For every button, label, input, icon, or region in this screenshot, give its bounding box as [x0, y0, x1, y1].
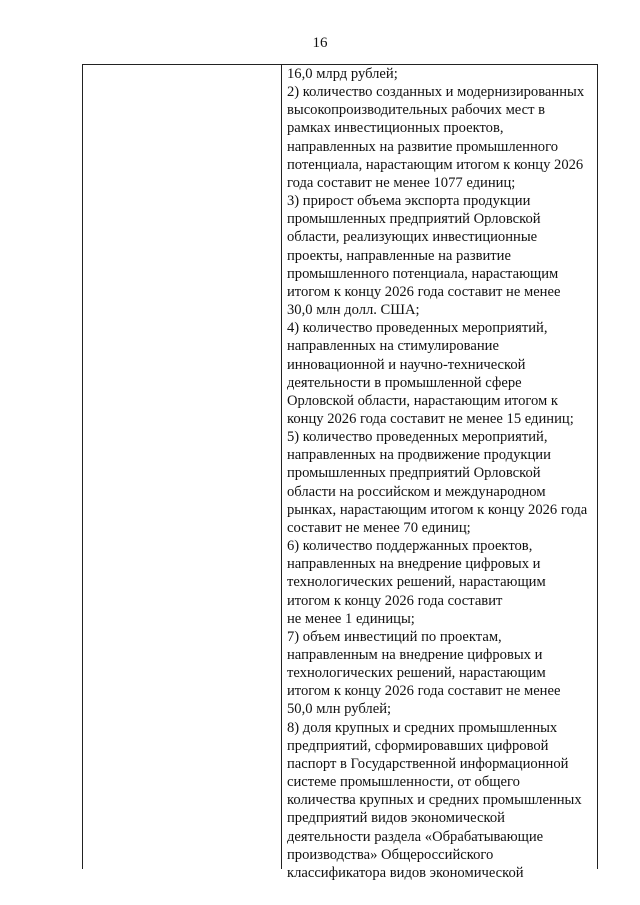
text-line: технологических решений, нарастающим [287, 574, 546, 591]
text-line: 50,0 млн рублей; [287, 701, 392, 718]
text-line: направленных на стимулирование [287, 338, 499, 355]
text-line: предприятий видов экономической [287, 810, 505, 827]
text-line: потенциала, нарастающим итогом к концу 2026 [287, 156, 584, 173]
text-line: области, реализующих инвестиционные [287, 229, 538, 246]
text-line: промышленных предприятий Орловской [287, 465, 541, 482]
page-number: 16 [312, 35, 328, 51]
text-line: области на российском и международном [287, 483, 546, 500]
text-line: рынках, нарастающим итогом к концу 2026 года [287, 501, 588, 518]
text-line: 6) количество поддержанных проектов, [287, 538, 533, 555]
text-line: направленным на внедрение цифровых и [287, 647, 543, 663]
text-line: высокопроизводительных рабочих мест в [287, 102, 546, 119]
text-line: 7) объем инвестиций по проектам, [287, 628, 502, 645]
text-line: деятельности раздела «Обрабатывающие [287, 828, 544, 845]
text-line: 30,0 млн долл. США; [287, 302, 420, 319]
text-line: деятельности в промышленной сфере [287, 374, 522, 391]
text-line: системе промышленности, от общего [287, 774, 520, 791]
table-right-cell [283, 65, 597, 881]
text-line: составит не менее 70 единиц; [287, 519, 471, 536]
text-line: итогом к концу 2026 года составит не менее [287, 283, 561, 300]
text-line: предприятий, сформировавших цифровой [287, 737, 549, 754]
document-table [82, 64, 598, 881]
text-line: концу 2026 года составит не менее 15 единиц; [287, 410, 574, 427]
text-line: паспорт в Государственной информационной [287, 755, 569, 772]
text-line: направленных на развитие промышленного [287, 138, 558, 155]
text-line: рамках инвестиционных проектов, [287, 120, 504, 137]
text-line: 4) количество проведенных мероприятий, [287, 320, 548, 337]
text-line: 3) прирост объема экспорта продукции [287, 193, 531, 210]
text-line: проекты, направленные на развитие [287, 247, 511, 264]
text-line: промышленного потенциала, нарастающим [287, 265, 559, 282]
text-line: года составит не менее 1077 единиц; [287, 174, 516, 191]
table-left-cell [83, 65, 282, 869]
text-line: 8) доля крупных и средних промышленных [287, 719, 558, 736]
text-line: не менее 1 единицы; [287, 610, 415, 627]
text-line: инновационной и научно-технической [287, 356, 526, 373]
text-line: Орловской области, нарастающим итогом к [287, 392, 559, 409]
text-line: технологических решений, нарастающим [287, 665, 546, 682]
text-line: классификатора видов экономической [287, 864, 524, 881]
text-line: направленных на внедрение цифровых и [287, 556, 541, 573]
text-line: 5) количество проведенных мероприятий, [287, 429, 548, 446]
text-line: 2) количество созданных и модернизированных [287, 84, 585, 101]
text-line: итогом к концу 2026 года составит не менее [287, 683, 561, 700]
text-line: направленных на продвижение продукции [287, 447, 551, 464]
text-line: промышленных предприятий Орловской [287, 211, 541, 228]
text-line: производства» Общероссийского [287, 846, 494, 863]
text-line: количества крупных и средних промышленных [287, 792, 582, 809]
text-line: итогом к концу 2026 года составит [287, 592, 503, 609]
text-line: 16,0 млрд рублей; [287, 66, 398, 82]
